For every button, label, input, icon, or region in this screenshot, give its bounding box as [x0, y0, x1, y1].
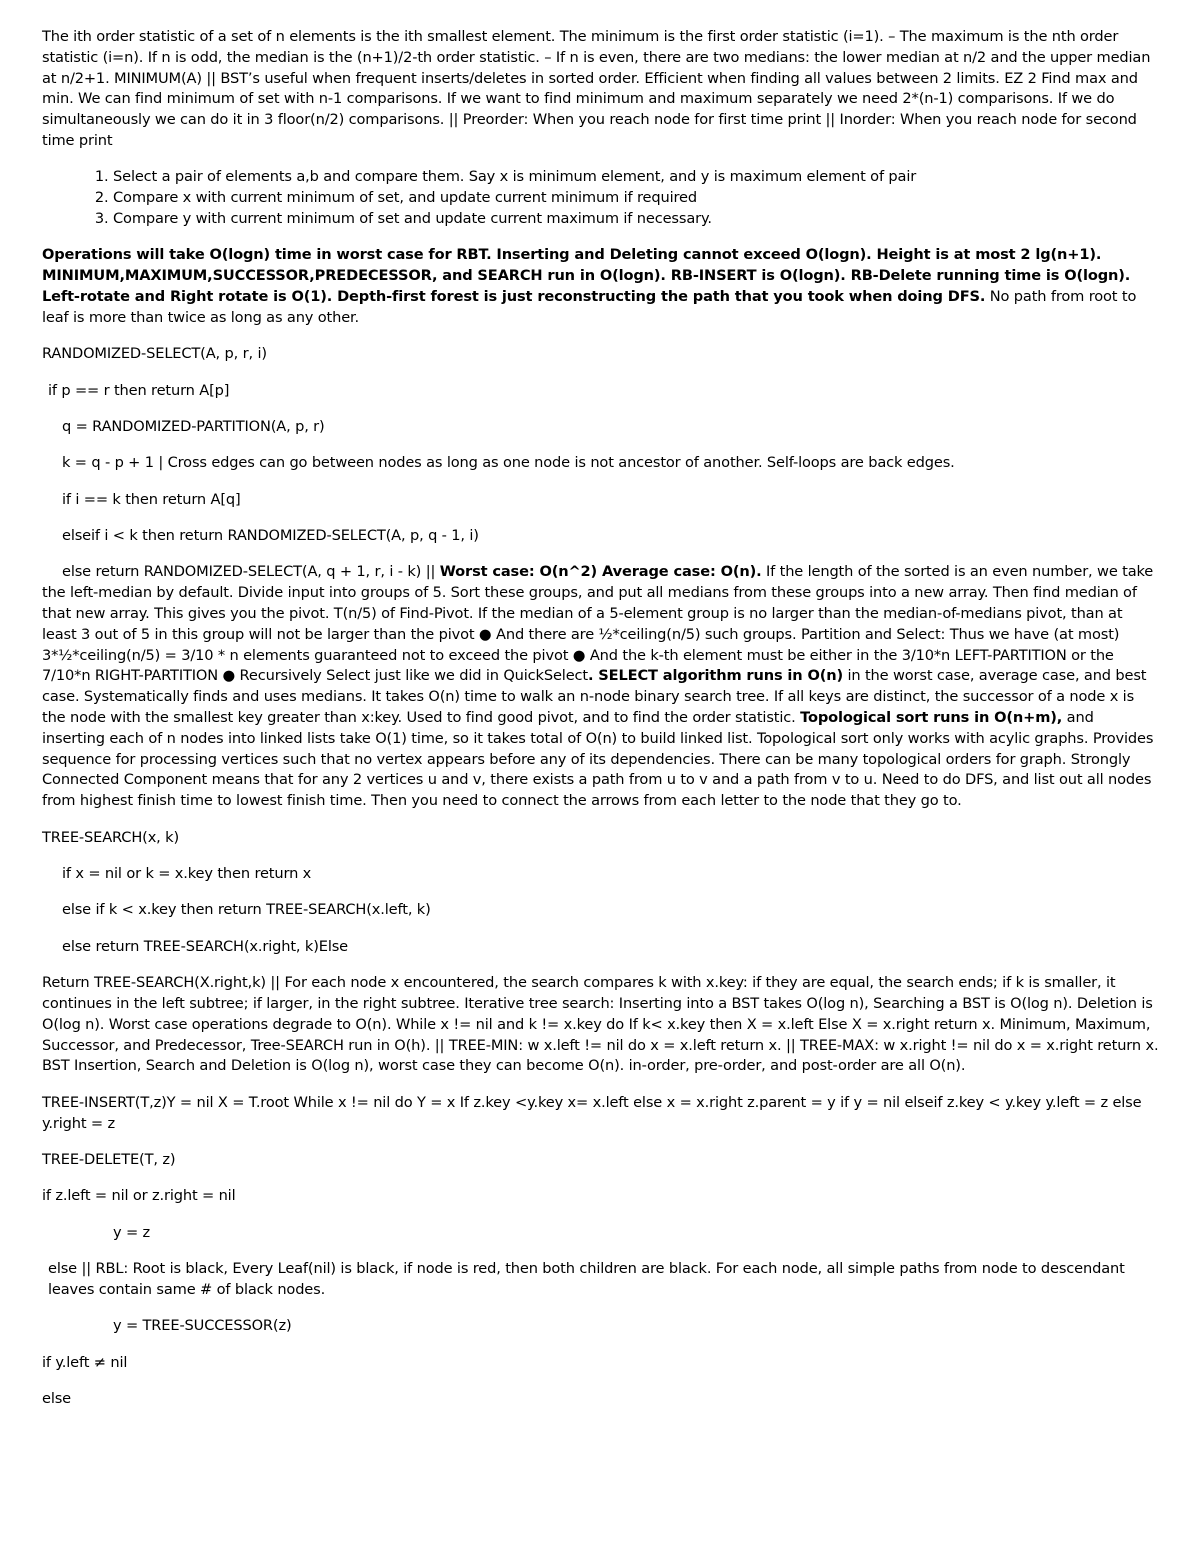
tree-search-header: TREE-SEARCH(x, k): [42, 828, 180, 846]
rbl-paragraph: else || RBL: Root is black, Every Leaf(nil) is black, if node is red, then both children are black. For each node, all simple paths from node to descendant leaves contain same # of black nodes.: [48, 1260, 1125, 1298]
text-segment: and inserting each of n nodes into linked lists take O(1) time, so it takes total of O(n) to build linked list. Topological sort only works with acylic graphs. Provides sequence for processing vertices such that no vertex appears before any of its dependencies. There can be many topological orders for graph. Strongly Connected Component means that for any 2 vertices u and v, there exists a path from u to v and a path from v to u. Need to do DFS, and list out all nodes from highest finish time to lowest finish time. Then you need to connect the arrows from each letter to the node that they go to.: [42, 709, 1154, 810]
code-line: if i == k then return A[q]: [62, 490, 241, 508]
code-line: else if k < x.key then return TREE-SEARCH(x.left, k): [62, 901, 431, 919]
tree-delete-header: TREE-DELETE(T, z): [42, 1150, 176, 1168]
code-line: elseif i < k then return RANDOMIZED-SELECT(A, p, q - 1, i): [62, 527, 479, 545]
code-line: if p == r then return A[p]: [48, 381, 230, 399]
rbt-paragraph: [42, 245, 1160, 328]
code-line: else: [42, 1390, 72, 1408]
list-item: 1. Select a pair of elements a,b and compare them. Say x is minimum element, and y is maximum element of pair: [113, 167, 1160, 188]
text-segment: If the length of the sorted is an even number, we take the left-median by default. Divide input into groups of 5. Sort these groups, and put all medians from these groups into a new array. Then find median of that new array. This gives you the pivot. T(n/5) of Find-Pivot. If the median of a 5-element group is no larger than the median-of-medians pivot, than at least 3 out of 5 in this group will not be larger than the pivot ● And there are ½*ceiling(n/5) such groups. Partition and Select: Thus we have (at most) 3*½*ceiling(n/5) = 3/10 * n elements guaranteed not to exceed the pivot ● And the k-th element must be either in the 3/10*n LEFT-PARTITION or the 7/10*n RIGHT-PARTITION ● Recursively Select just like we did in QuickSelect: [42, 563, 1154, 685]
text-segment: in the worst case, average case, and best case. Systematically finds and uses medians. It takes O(n) time to walk an n-node binary search tree. If all keys are distinct, the successor of a node x is the node with the smallest key greater than x:key. Used to find good pivot, and to find the order statistic.: [42, 667, 1147, 727]
bold-segment: Worst case: O(n^2) Average case: O(n).: [439, 563, 762, 581]
rbt-bold-text: Operations will take O(logn) time in worst case for RBT. Inserting and Deleting cannot exceed O(logn). Height is at most 2 lg(n+1). MINIMUM,MAXIMUM,SUCCESSOR,PREDECESSOR, and SEARCH run in O(logn). RB-INSERT is O(logn). RB-Delete running time is O(logn). Left-rotate and Right rotate is O(1). Depth-first forest is just reconstructing the path that you took when doing DFS.: [42, 246, 1131, 305]
select-paragraph: [42, 562, 1160, 812]
code-line: if x = nil or k = x.key then return x: [62, 865, 312, 883]
min-max-steps-list: [42, 167, 1160, 229]
randomized-select-header: RANDOMIZED-SELECT(A, p, r, i): [42, 345, 267, 363]
code-line: q = RANDOMIZED-PARTITION(A, p, r): [62, 417, 325, 435]
text-segment: else return RANDOMIZED-SELECT(A, q + 1, r, i - k) ||: [62, 563, 440, 581]
bold-segment: Topological sort runs in O(n+m),: [800, 709, 1063, 727]
tree-insert-paragraph: TREE-INSERT(T,z)Y = nil X = T.root While x != nil do Y = x If z.key <y.key x= x.left else x = x.right z.parent = y if y = nil elseif z.key < y.key y.left = z else y.right = z: [42, 1093, 1142, 1132]
code-line: y = TREE-SUCCESSOR(z): [113, 1317, 292, 1335]
code-line: else return TREE-SEARCH(x.right, k)Else: [62, 937, 349, 955]
code-line: y = z: [113, 1223, 151, 1241]
list-item: 3. Compare y with current minimum of set and update current maximum if necessary.: [113, 209, 1160, 230]
intro-paragraph: The ith order statistic of a set of n elements is the ith smallest element. The minimum is the first order statistic (i=1). – The maximum is the nth order statistic (i=n). If n is odd, the median is the (n+1)/2-th order statistic. – If n is even, there are two medians: the lower median at n/2 and the upper median at n/2+1. MINIMUM(A) || BST’s useful when frequent inserts/deletes in sorted order. Efficient when finding all values between 2 limits. EZ 2 Find max and min. We can find minimum of set with n-1 comparisons. If we want to find minimum and maximum separately we need 2*(n-1) comparisons. If we do simultaneously we can do it in 3 floor(n/2) comparisons. || Preorder: When you reach node for first time print || Inorder: When you reach node for second time print: [42, 28, 1151, 149]
rbt-normal-text: No path from root to leaf is more than twice as long as any other.: [42, 287, 1137, 326]
bold-segment: . SELECT algorithm runs in O(n): [587, 667, 843, 685]
list-item: 2. Compare x with current minimum of set, and update current minimum if required: [113, 188, 1160, 209]
document-body: [42, 27, 1160, 1426]
code-line: if z.left = nil or z.right = nil: [42, 1187, 236, 1205]
code-line: k = q - p + 1 | Cross edges can go between nodes as long as one node is not ancestor of another. Self-loops are back edges.: [62, 454, 955, 472]
tree-search-paragraph: Return TREE-SEARCH(X.right,k) || For each node x encountered, the search compares k with x.key: if they are equal, the search ends; if k is smaller, it continues in the left subtree; if larger, in the right subtree. Iterative tree search: Inserting into a BST takes O(log n), Searching a BST is O(log n). Deletion is O(log n). Worst case operations degrade to O(n). While x != nil and k != x.key do If k< x.key then X = x.left Else X = x.right return x. Minimum, Maximum, Successor, and Predecessor, Tree-SEARCH run in O(h). || TREE-MIN: w x.left != nil do x = x.left return x. || TREE-MAX: w x.right != nil do x = x.right return x. BST Insertion, Search and Deletion is O(log n), worst case they can become O(n). in-order, pre-order, and post-order are all O(n).: [42, 974, 1159, 1075]
code-line: if y.left ≠ nil: [42, 1353, 128, 1371]
